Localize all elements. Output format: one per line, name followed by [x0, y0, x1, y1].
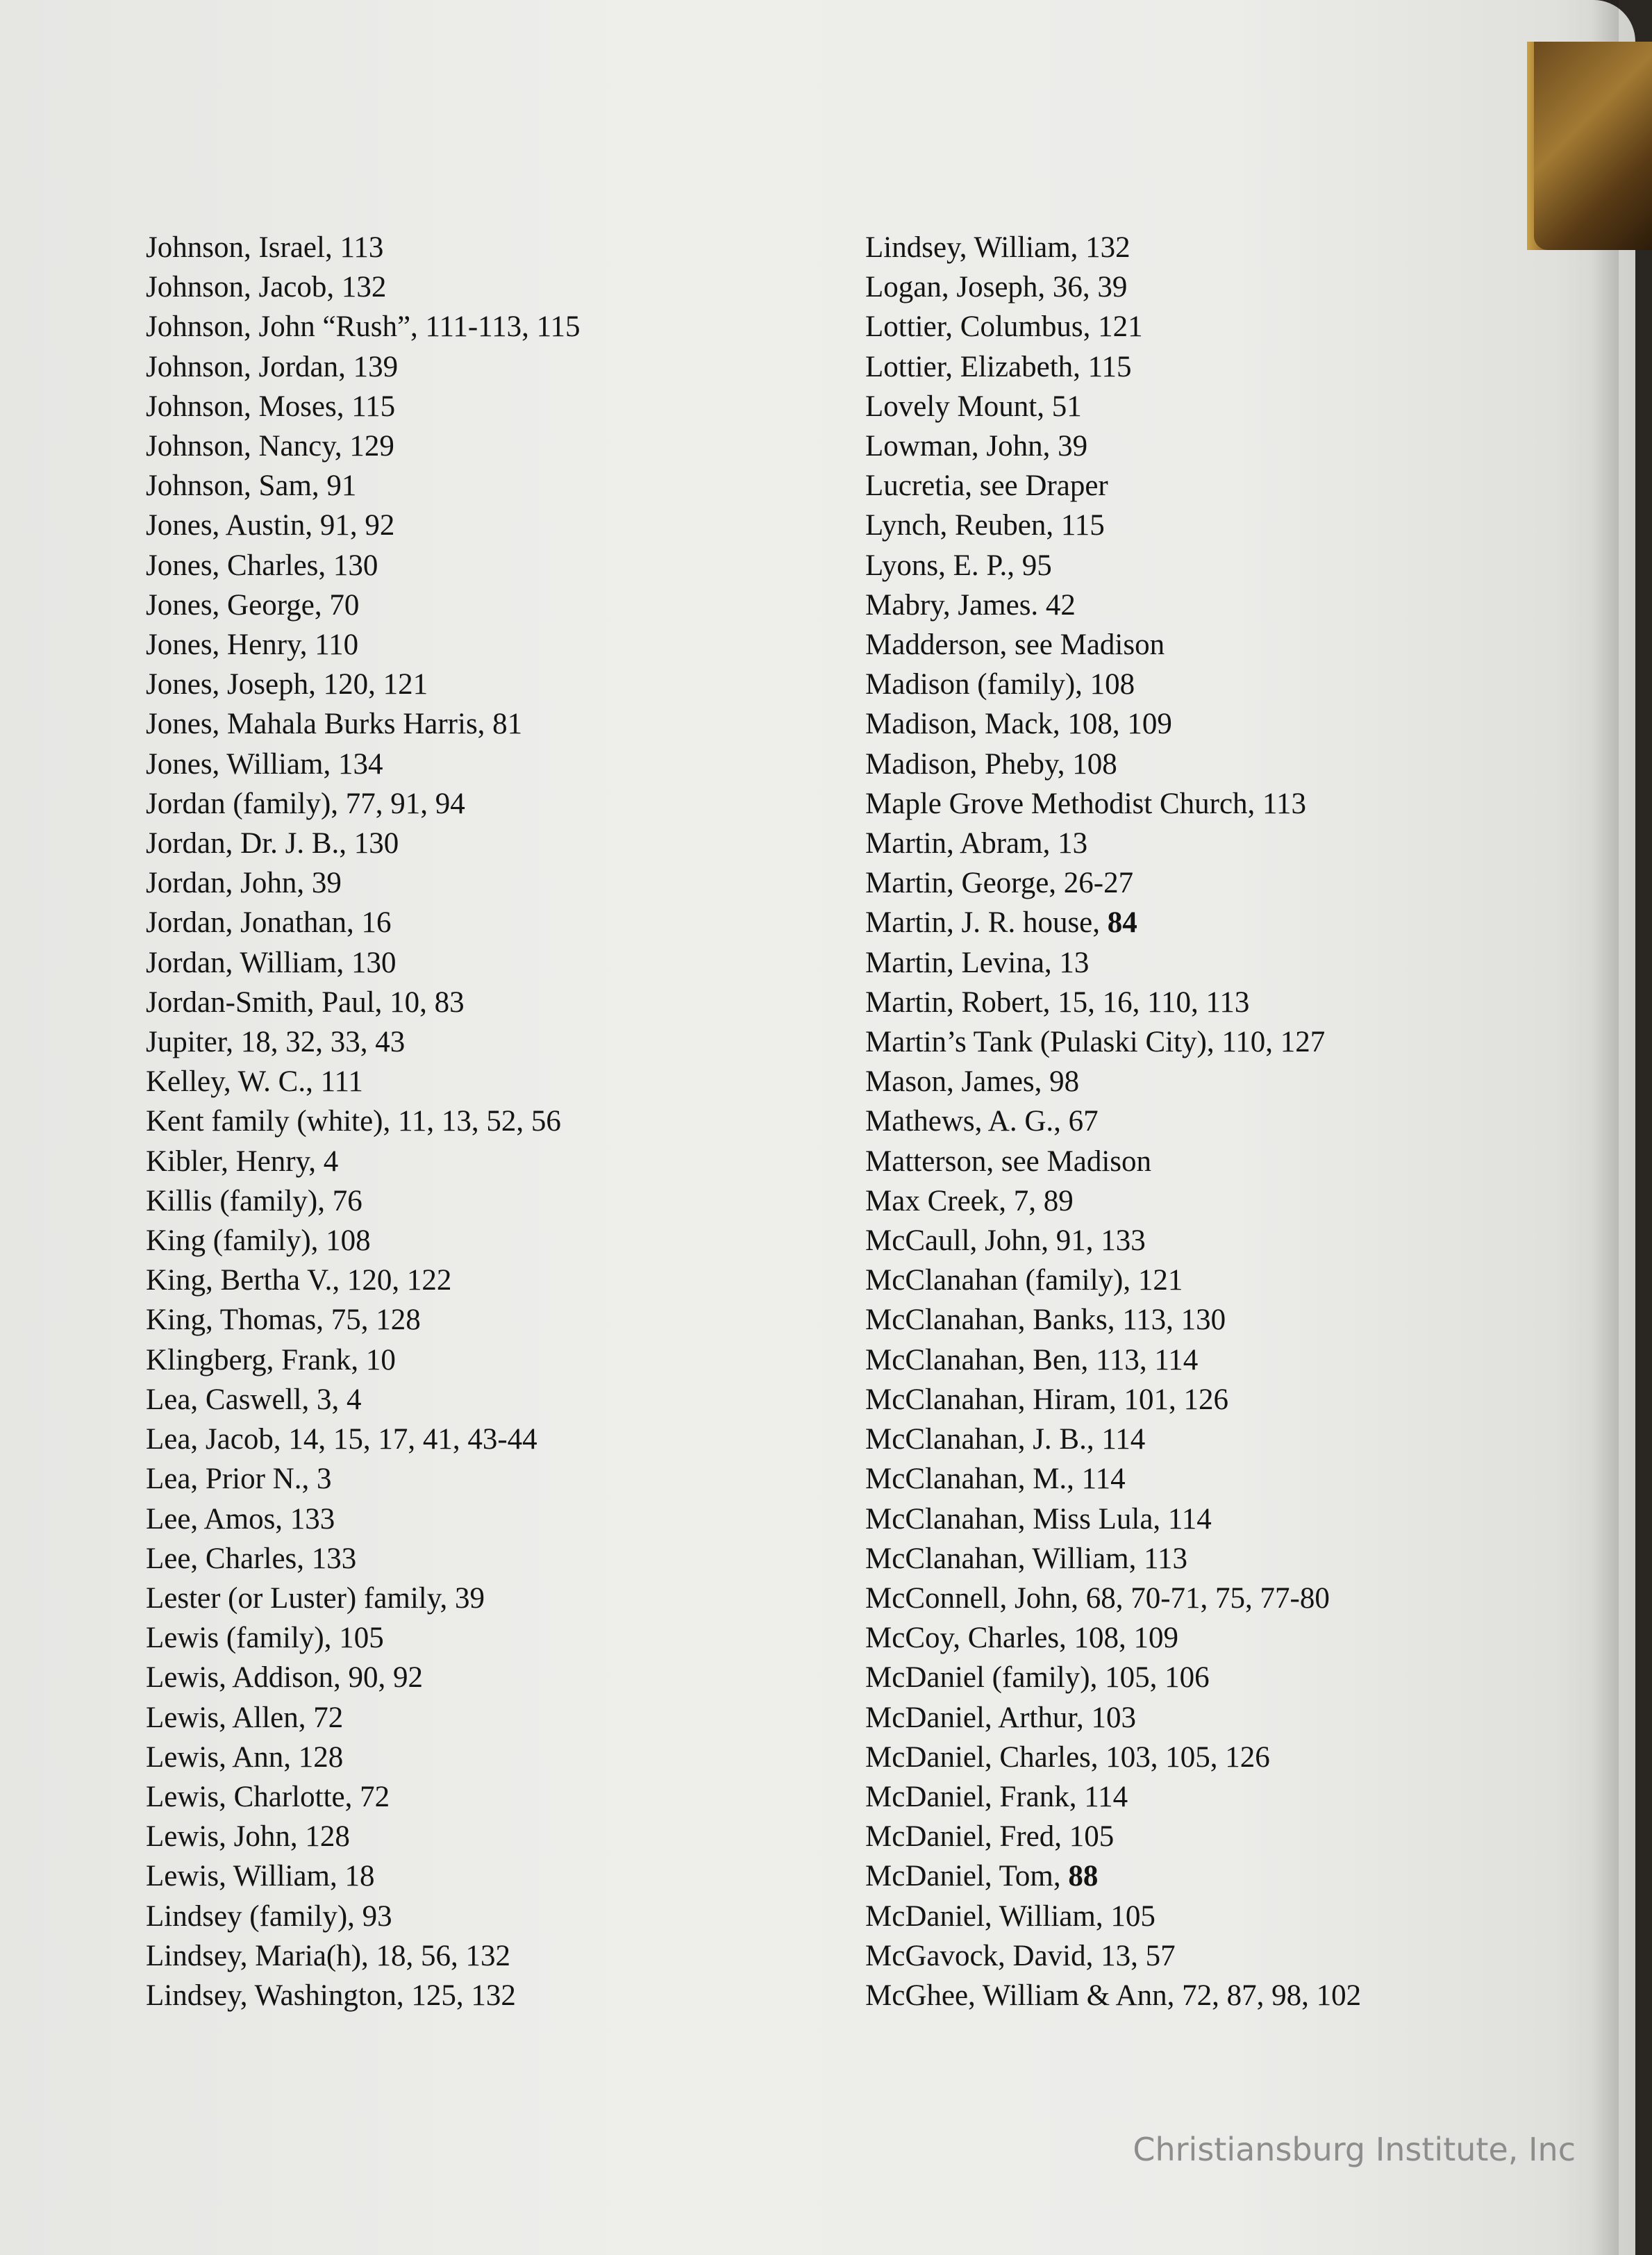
index-entry-text: King, Bertha V., 120, 122	[146, 1264, 452, 1297]
index-entry	[146, 307, 580, 347]
index-entry-text: Lottier, Elizabeth, 115	[865, 350, 1132, 383]
index-entry	[865, 1420, 1361, 1459]
index-entry	[865, 824, 1361, 863]
index-entry	[146, 1142, 580, 1181]
index-entry-text: Jones, Charles, 130	[146, 549, 378, 582]
index-entry-text: McCaull, John, 91, 133	[865, 1224, 1146, 1258]
index-entry-text: Mabry, James. 42	[865, 588, 1076, 622]
index-entry-text: Lindsey, Maria(h), 18, 56, 132	[146, 1939, 511, 1972]
index-entry	[865, 1539, 1361, 1579]
index-entry-text: McDaniel, William, 105	[865, 1899, 1155, 1933]
index-column-right	[865, 228, 1361, 2015]
index-entry	[865, 546, 1361, 585]
index-entry	[146, 625, 580, 665]
index-entry	[865, 1221, 1361, 1260]
index-entry-text: McClanahan (family), 121	[865, 1264, 1183, 1297]
index-entry	[865, 426, 1361, 466]
index-entry	[865, 625, 1361, 665]
index-entry-bold-page: 84	[1107, 906, 1137, 940]
index-entry	[146, 744, 580, 784]
index-entry-text: Jones, William, 134	[146, 747, 383, 781]
index-entry-text: McClanahan, J. B., 114	[865, 1423, 1146, 1456]
index-entry	[865, 744, 1361, 784]
index-entry-text: Jones, Joseph, 120, 121	[146, 668, 428, 701]
index-entry-text: Johnson, Sam, 91	[146, 469, 357, 503]
index-entry-text: McClanahan, Hiram, 101, 126	[865, 1383, 1229, 1416]
index-entry	[865, 665, 1361, 704]
index-entry-text: King, Thomas, 75, 128	[146, 1304, 421, 1337]
index-entry	[865, 387, 1361, 426]
index-entry	[146, 1897, 580, 1936]
index-entry	[865, 585, 1361, 625]
index-entry-text: Martin, Robert, 15, 16, 110, 113	[865, 985, 1250, 1019]
index-entry	[146, 1420, 580, 1459]
index-entry-text: Johnson, John “Rush”, 111-113, 115	[146, 310, 581, 344]
index-entry-text: McCoy, Charles, 108, 109	[865, 1622, 1179, 1655]
index-entry	[146, 585, 580, 625]
index-entry-text: Jordan (family), 77, 91, 94	[146, 787, 465, 820]
book-cover-corner	[1534, 42, 1652, 250]
index-entry	[865, 1897, 1361, 1936]
index-entry-text: Killis (family), 76	[146, 1184, 362, 1217]
index-entry-text: Lindsey (family), 93	[146, 1899, 392, 1933]
index-entry-text: Maple Grove Methodist Church, 113	[865, 787, 1306, 820]
index-entry	[865, 307, 1361, 347]
index-entry-text: Logan, Joseph, 36, 39	[865, 271, 1128, 304]
index-entry	[146, 824, 580, 863]
index-entry	[865, 1936, 1361, 1976]
index-entry	[146, 1539, 580, 1579]
index-entry-text: Jordan, John, 39	[146, 867, 342, 900]
index-entry-text: Martin’s Tank (Pulaski City), 110, 127	[865, 1026, 1326, 1059]
index-entry	[146, 903, 580, 942]
index-entry-text: Jordan-Smith, Paul, 10, 83	[146, 985, 465, 1019]
index-entry-text: Mason, James, 98	[865, 1065, 1080, 1099]
index-entry-text: Lea, Jacob, 14, 15, 17, 41, 43-44	[146, 1423, 537, 1456]
index-entry	[146, 387, 580, 426]
index-entry	[865, 943, 1361, 983]
index-entry	[146, 1300, 580, 1340]
index-entry	[865, 983, 1361, 1022]
index-entry	[865, 506, 1361, 545]
index-entry-text: Lee, Amos, 133	[146, 1502, 335, 1536]
index-entry-text: Jones, Mahala Burks Harris, 81	[146, 708, 523, 741]
page-edge-shadow	[1591, 0, 1619, 2255]
index-entry-text: McClanahan, Miss Lula, 114	[865, 1502, 1212, 1536]
index-entry-text: Lowman, John, 39	[865, 430, 1088, 463]
index-entry-text: Klingberg, Frank, 10	[146, 1343, 396, 1376]
index-entry	[865, 1817, 1361, 1856]
index-entry	[865, 1738, 1361, 1777]
index-entry	[146, 1380, 580, 1420]
index-entry	[865, 228, 1361, 267]
index-entry	[865, 347, 1361, 387]
index-entry-text: Johnson, Israel, 113	[146, 231, 384, 264]
index-entry-text: McClanahan, Ben, 113, 114	[865, 1343, 1199, 1376]
index-entry-text: Kent family (white), 11, 13, 52, 56	[146, 1105, 561, 1138]
index-entry	[146, 267, 580, 307]
index-entry-text: Madderson, see Madison	[865, 629, 1165, 662]
index-entry	[146, 1579, 580, 1618]
index-entry-text: McConnell, John, 68, 70-71, 75, 77-80	[865, 1581, 1330, 1615]
index-entry-text: Lewis, Charlotte, 72	[146, 1780, 390, 1813]
index-entry	[865, 1618, 1361, 1658]
index-entry-text: Martin, J. R. house,	[865, 906, 1108, 940]
index-entry-text: McDaniel, Frank, 114	[865, 1780, 1128, 1813]
index-entry	[865, 1499, 1361, 1539]
index-entry-text: Lester (or Luster) family, 39	[146, 1581, 485, 1615]
index-entry	[865, 1698, 1361, 1738]
index-entry	[865, 784, 1361, 824]
index-entry	[146, 426, 580, 466]
index-entry	[146, 1101, 580, 1141]
index-entry	[146, 1936, 580, 1976]
index-entry-text: McDaniel, Fred, 105	[865, 1820, 1115, 1854]
index-entry	[146, 1658, 580, 1697]
index-entry	[865, 1260, 1361, 1300]
index-entry-text: Jordan, William, 130	[146, 946, 397, 979]
index-column-left	[146, 228, 580, 2015]
index-entry	[865, 863, 1361, 903]
index-entry-text: Lee, Charles, 133	[146, 1542, 357, 1575]
index-entry-text: Lynch, Reuben, 115	[865, 509, 1105, 542]
index-entry	[146, 1022, 580, 1062]
index-entry	[146, 1221, 580, 1260]
index-entry-text: Lewis, Addison, 90, 92	[146, 1661, 423, 1695]
index-entry	[146, 1698, 580, 1738]
index-entry	[865, 1142, 1361, 1181]
index-entry-text: McClanahan, Banks, 113, 130	[865, 1304, 1226, 1337]
index-entry-text: Lewis, John, 128	[146, 1820, 350, 1854]
index-entry-text: Martin, George, 26-27	[865, 867, 1134, 900]
index-entry-text: Kibler, Henry, 4	[146, 1145, 339, 1178]
index-entry	[146, 1618, 580, 1658]
index-entry-text: Jupiter, 18, 32, 33, 43	[146, 1026, 406, 1059]
index-entry-text: Jones, Henry, 110	[146, 629, 359, 662]
index-entry-text: Johnson, Moses, 115	[146, 390, 396, 423]
index-entry	[865, 1579, 1361, 1618]
index-entry-text: Lyons, E. P., 95	[865, 549, 1052, 582]
watermark: Christiansburg Institute, Inc	[1133, 2131, 1576, 2168]
index-entry	[146, 1340, 580, 1380]
index-entry	[146, 983, 580, 1022]
index-entry	[865, 1777, 1361, 1817]
index-entry	[146, 228, 580, 267]
index-entry-text: Lea, Prior N., 3	[146, 1463, 332, 1496]
index-entry	[146, 1856, 580, 1896]
index-entry	[865, 704, 1361, 744]
index-entry-text: Mathews, A. G., 67	[865, 1105, 1099, 1138]
index-entry	[146, 943, 580, 983]
index-entry-text: Madison, Pheby, 108	[865, 747, 1117, 781]
index-entry-text: Jones, Austin, 91, 92	[146, 509, 395, 542]
index-entry-text: Jordan, Jonathan, 16	[146, 906, 392, 940]
index-entry-text: Jones, George, 70	[146, 588, 360, 622]
index-entry-text: Martin, Levina, 13	[865, 946, 1090, 979]
index-entry-text: Kelley, W. C., 111	[146, 1065, 363, 1099]
index-entry	[865, 466, 1361, 506]
index-entry-text: Lewis, William, 18	[146, 1860, 375, 1893]
index-entry	[146, 1777, 580, 1817]
index-entry-text: Lottier, Columbus, 121	[865, 310, 1143, 344]
index-entry-text: Martin, Abram, 13	[865, 827, 1088, 860]
index-entry-text: Lindsey, Washington, 125, 132	[146, 1979, 516, 2012]
index-entry	[146, 546, 580, 585]
index-entry-text: McGhee, William & Ann, 72, 87, 98, 102	[865, 1979, 1362, 2012]
index-entry	[865, 1022, 1361, 1062]
index-entry-text: Lea, Caswell, 3, 4	[146, 1383, 362, 1416]
index-entry	[865, 1062, 1361, 1101]
index-entry-text: Matterson, see Madison	[865, 1145, 1152, 1178]
index-entry	[865, 267, 1361, 307]
index-entry-text: Johnson, Jacob, 132	[146, 271, 387, 304]
index-entry-text: Madison, Mack, 108, 109	[865, 708, 1172, 741]
index-entry	[146, 784, 580, 824]
index-entry-text: Johnson, Jordan, 139	[146, 350, 399, 383]
index-entry	[865, 1976, 1361, 2015]
index-entry-text: McDaniel, Charles, 103, 105, 126	[865, 1740, 1270, 1774]
index-entry	[865, 1181, 1361, 1221]
index-entry	[146, 1181, 580, 1221]
index-entry	[865, 1856, 1361, 1896]
index-entry-text: Lucretia, see Draper	[865, 469, 1108, 503]
index-entry	[146, 1738, 580, 1777]
index-entry-text: McDaniel, Tom,	[865, 1860, 1069, 1893]
index-entry-text: Johnson, Nancy, 129	[146, 430, 394, 463]
index-entry	[146, 1499, 580, 1539]
index-entry	[146, 704, 580, 744]
index-entry-text: King (family), 108	[146, 1224, 371, 1258]
index-entry-text: Lewis (family), 105	[146, 1622, 384, 1655]
index-entry-text: Madison (family), 108	[865, 668, 1135, 701]
index-entry	[146, 347, 580, 387]
index-entry	[865, 1340, 1361, 1380]
index-entry-text: Jordan, Dr. J. B., 130	[146, 827, 399, 860]
index-entry-text: Lovely Mount, 51	[865, 390, 1082, 423]
index-entry	[146, 1062, 580, 1101]
index-entry	[865, 1459, 1361, 1499]
index-entry-text: Max Creek, 7, 89	[865, 1184, 1074, 1217]
index-entry	[865, 1380, 1361, 1420]
index-entry	[146, 1260, 580, 1300]
index-entry	[865, 1658, 1361, 1697]
index-entry-text: Lewis, Allen, 72	[146, 1701, 344, 1734]
index-entry-text: McDaniel, Arthur, 103	[865, 1701, 1136, 1734]
index-entry	[146, 1817, 580, 1856]
index-entry-text: Lewis, Ann, 128	[146, 1740, 344, 1774]
index-entry	[146, 863, 580, 903]
index-entry	[146, 1459, 580, 1499]
index-entry-text: McClanahan, M., 114	[865, 1463, 1126, 1496]
index-entry-text: Lindsey, William, 132	[865, 231, 1130, 264]
index-entry	[146, 506, 580, 545]
index-entry	[865, 1101, 1361, 1141]
index-entry	[146, 466, 580, 506]
index-entry-bold-page: 88	[1068, 1860, 1099, 1893]
index-entry-text: McDaniel (family), 105, 106	[865, 1661, 1210, 1695]
index-entry	[146, 1976, 580, 2015]
index-entry	[865, 903, 1361, 942]
index-entry	[865, 1300, 1361, 1340]
index-entry-text: McGavock, David, 13, 57	[865, 1939, 1176, 1972]
index-entry	[146, 665, 580, 704]
index-entry-text: McClanahan, William, 113	[865, 1542, 1188, 1575]
